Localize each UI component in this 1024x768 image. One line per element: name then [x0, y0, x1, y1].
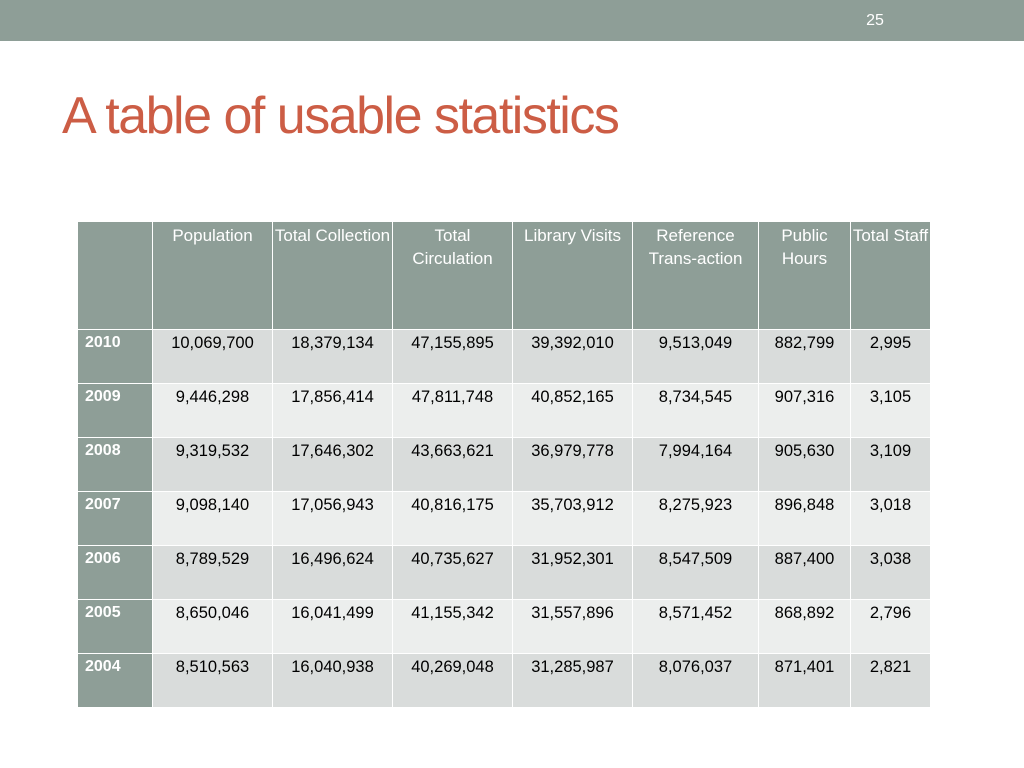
cell-reference-transaction: 8,734,545 [633, 384, 759, 438]
cell-public-hours: 905,630 [759, 438, 851, 492]
cell-reference-transaction: 8,571,452 [633, 600, 759, 654]
cell-total-collection: 17,856,414 [273, 384, 393, 438]
cell-reference-transaction: 8,076,037 [633, 654, 759, 708]
cell-total-circulation: 47,155,895 [393, 330, 513, 384]
cell-public-hours: 907,316 [759, 384, 851, 438]
cell-population: 9,098,140 [153, 492, 273, 546]
cell-library-visits: 31,952,301 [513, 546, 633, 600]
cell-total-circulation: 40,816,175 [393, 492, 513, 546]
cell-total-staff: 3,018 [851, 492, 931, 546]
cell-total-circulation: 40,269,048 [393, 654, 513, 708]
cell-reference-transaction: 8,547,509 [633, 546, 759, 600]
cell-total-collection: 17,056,943 [273, 492, 393, 546]
cell-total-staff: 3,038 [851, 546, 931, 600]
header-total-circulation: Total Circulation [393, 222, 513, 330]
cell-total-collection: 16,496,624 [273, 546, 393, 600]
cell-population: 8,650,046 [153, 600, 273, 654]
cell-population: 9,319,532 [153, 438, 273, 492]
table-row [78, 546, 931, 600]
slide-title: A table of usable statistics [62, 87, 619, 145]
table-row [78, 654, 931, 708]
cell-total-collection: 16,040,938 [273, 654, 393, 708]
cell-public-hours: 887,400 [759, 546, 851, 600]
cell-public-hours: 868,892 [759, 600, 851, 654]
table-row [78, 600, 931, 654]
table-header-row [78, 222, 931, 330]
header-corner [78, 222, 153, 330]
row-year: 2008 [78, 438, 153, 492]
cell-population: 8,789,529 [153, 546, 273, 600]
cell-total-staff: 2,796 [851, 600, 931, 654]
cell-total-circulation: 40,735,627 [393, 546, 513, 600]
cell-total-circulation: 41,155,342 [393, 600, 513, 654]
slide-number: 25 [866, 12, 884, 29]
header-library-visits: Library Visits [513, 222, 633, 330]
cell-total-collection: 17,646,302 [273, 438, 393, 492]
row-year: 2004 [78, 654, 153, 708]
row-year: 2005 [78, 600, 153, 654]
cell-library-visits: 35,703,912 [513, 492, 633, 546]
cell-population: 9,446,298 [153, 384, 273, 438]
cell-total-collection: 16,041,499 [273, 600, 393, 654]
slide-header-bar [0, 0, 1024, 41]
header-reference-transaction: Reference Trans-action [633, 222, 759, 330]
cell-total-circulation: 47,811,748 [393, 384, 513, 438]
header-total-collection: Total Collection [273, 222, 393, 330]
table-row [78, 330, 931, 384]
cell-library-visits: 31,557,896 [513, 600, 633, 654]
header-total-staff: Total Staff [851, 222, 931, 330]
cell-library-visits: 36,979,778 [513, 438, 633, 492]
cell-total-circulation: 43,663,621 [393, 438, 513, 492]
cell-library-visits: 39,392,010 [513, 330, 633, 384]
table-row [78, 438, 931, 492]
cell-total-staff: 2,995 [851, 330, 931, 384]
row-year: 2006 [78, 546, 153, 600]
statistics-table [77, 221, 931, 708]
cell-library-visits: 31,285,987 [513, 654, 633, 708]
header-population: Population [153, 222, 273, 330]
cell-library-visits: 40,852,165 [513, 384, 633, 438]
cell-population: 8,510,563 [153, 654, 273, 708]
cell-total-collection: 18,379,134 [273, 330, 393, 384]
cell-total-staff: 3,109 [851, 438, 931, 492]
row-year: 2007 [78, 492, 153, 546]
cell-total-staff: 3,105 [851, 384, 931, 438]
table-row [78, 492, 931, 546]
row-year: 2010 [78, 330, 153, 384]
table-row [78, 384, 931, 438]
cell-public-hours: 896,848 [759, 492, 851, 546]
cell-reference-transaction: 8,275,923 [633, 492, 759, 546]
row-year: 2009 [78, 384, 153, 438]
cell-reference-transaction: 7,994,164 [633, 438, 759, 492]
cell-public-hours: 882,799 [759, 330, 851, 384]
cell-public-hours: 871,401 [759, 654, 851, 708]
cell-total-staff: 2,821 [851, 654, 931, 708]
cell-reference-transaction: 9,513,049 [633, 330, 759, 384]
header-public-hours: Public Hours [759, 222, 851, 330]
cell-population: 10,069,700 [153, 330, 273, 384]
